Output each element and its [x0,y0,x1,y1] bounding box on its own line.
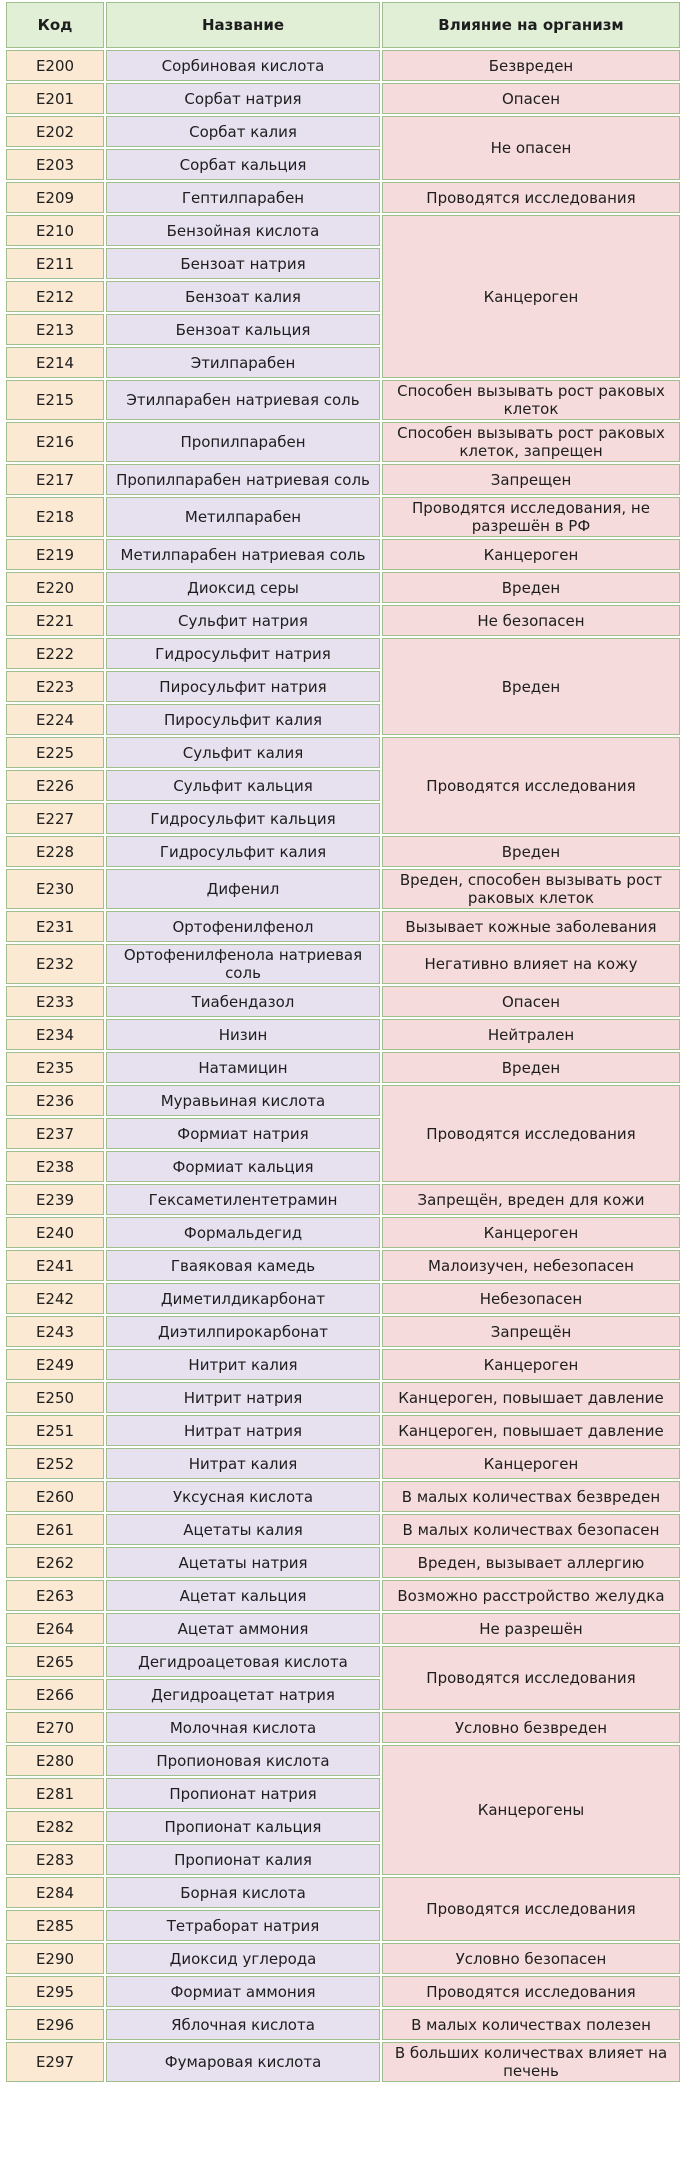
additive-code: E260 [6,1481,104,1512]
additive-effect: Проводятся исследования [382,1976,680,2007]
additive-effect: Негативно влияет на кожу [382,944,680,984]
table-row [6,1382,680,1413]
additive-effect: Вреден [382,572,680,603]
additive-code: E251 [6,1415,104,1446]
additive-code: E235 [6,1052,104,1083]
additive-name: Сульфит натрия [106,605,380,636]
table-row [6,1613,680,1644]
table-row [6,1547,680,1578]
table-row [6,1283,680,1314]
additive-code: E223 [6,671,104,702]
additive-code: E209 [6,182,104,213]
additive-effect: Канцероген [382,1448,680,1479]
additive-effect: Проводятся исследования, не разрешён в РФ [382,497,680,537]
additive-code: E270 [6,1712,104,1743]
additive-name: Пиросульфит калия [106,704,380,735]
table-row [6,1976,680,2007]
additive-code: E284 [6,1877,104,1908]
additive-name: Пропионат натрия [106,1778,380,1809]
additive-name: Формиат аммония [106,1976,380,2007]
additive-name: Формиат натрия [106,1118,380,1149]
additive-code: E280 [6,1745,104,1776]
additive-effect: Проводятся исследования [382,1877,680,1941]
additive-code: E225 [6,737,104,768]
additive-code: E200 [6,50,104,81]
additive-name: Гваяковая камедь [106,1250,380,1281]
additive-effect: Способен вызывать рост раковых клеток [382,380,680,420]
additive-name: Ортофенилфенола натриевая соль [106,944,380,984]
additive-effect: Нейтрален [382,1019,680,1050]
table-row [6,2042,680,2082]
additive-effect: Вреден [382,638,680,735]
table-row [6,464,680,495]
table-row [6,1184,680,1215]
additive-effect: Проводятся исследования [382,1085,680,1182]
additive-name: Сорбат натрия [106,83,380,114]
additive-name: Дифенил [106,869,380,909]
additive-code: E228 [6,836,104,867]
table-row [6,572,680,603]
additive-code: E201 [6,83,104,114]
additive-effect: Канцероген [382,215,680,378]
additive-name: Гидросульфит натрия [106,638,380,669]
additives-table [4,0,680,2084]
additive-effect: Запрещён [382,1316,680,1347]
table-row [6,497,680,537]
table-row [6,1316,680,1347]
additive-name: Пропилпарабен [106,422,380,462]
additive-name: Гептилпарабен [106,182,380,213]
additive-effect: Условно безопасен [382,1943,680,1974]
additive-code: E242 [6,1283,104,1314]
additive-code: E216 [6,422,104,462]
additive-code: E238 [6,1151,104,1182]
header-name: Название [106,2,380,48]
additive-name: Гексаметилентетрамин [106,1184,380,1215]
table-header-row [6,2,680,48]
additive-name: Тиабендазол [106,986,380,1017]
additive-code: E221 [6,605,104,636]
additive-effect: Возможно расстройство желудка [382,1580,680,1611]
additive-effect: Канцероген [382,539,680,570]
additive-name: Гидросульфит кальция [106,803,380,834]
additive-name: Сорбиновая кислота [106,50,380,81]
additive-name: Нитрит калия [106,1349,380,1380]
additive-name: Нитрит натрия [106,1382,380,1413]
additive-code: E212 [6,281,104,312]
additive-effect: Вызывает кожные заболевания [382,911,680,942]
table-row [6,869,680,909]
additive-name: Ацетаты натрия [106,1547,380,1578]
additive-effect: В малых количествах безвреден [382,1481,680,1512]
additive-code: E202 [6,116,104,147]
additive-name: Муравьиная кислота [106,1085,380,1116]
additive-code: E237 [6,1118,104,1149]
additive-name: Борная кислота [106,1877,380,1908]
table-row [6,1217,680,1248]
table-row [6,50,680,81]
additive-code: E283 [6,1844,104,1875]
additive-effect: Способен вызывать рост раковых клеток, запрещен [382,422,680,462]
additive-code: E203 [6,149,104,180]
additive-name: Этилпарабен [106,347,380,378]
additive-effect: Вреден [382,836,680,867]
additive-code: E285 [6,1910,104,1941]
additive-name: Пиросульфит натрия [106,671,380,702]
additive-name: Нитрат натрия [106,1415,380,1446]
additive-code: E297 [6,2042,104,2082]
table-row [6,944,680,984]
additive-name: Яблочная кислота [106,2009,380,2040]
additive-code: E295 [6,1976,104,2007]
table-body [6,50,680,2082]
additive-code: E265 [6,1646,104,1677]
table-row [6,1646,680,1677]
table-row [6,836,680,867]
table-row [6,215,680,246]
additive-effect: Проводятся исследования [382,182,680,213]
additive-name: Этилпарабен натриевая соль [106,380,380,420]
table-row [6,638,680,669]
additive-code: E227 [6,803,104,834]
table-row [6,182,680,213]
additive-code: E264 [6,1613,104,1644]
additive-name: Метилпарабен натриевая соль [106,539,380,570]
table-row [6,1085,680,1116]
table-row [6,605,680,636]
additive-effect: Канцероген [382,1217,680,1248]
additive-name: Пропионовая кислота [106,1745,380,1776]
additive-effect: Проводятся исследования [382,737,680,834]
table-row [6,1943,680,1974]
table-row [6,986,680,1017]
additive-effect: Условно безвреден [382,1712,680,1743]
additive-effect: Канцерогены [382,1745,680,1875]
additive-code: E215 [6,380,104,420]
additive-code: E239 [6,1184,104,1215]
header-code: Код [6,2,104,48]
additive-code: E240 [6,1217,104,1248]
table-row [6,116,680,147]
additive-code: E249 [6,1349,104,1380]
additive-effect: Малоизучен, небезопасен [382,1250,680,1281]
additive-code: E252 [6,1448,104,1479]
table-row [6,1250,680,1281]
table-row [6,1877,680,1908]
additive-effect: Безвреден [382,50,680,81]
additive-code: E234 [6,1019,104,1050]
table-row [6,2009,680,2040]
table-row [6,1052,680,1083]
additive-name: Ацетаты калия [106,1514,380,1545]
additive-name: Бензоат калия [106,281,380,312]
additive-code: E232 [6,944,104,984]
additive-name: Ацетат кальция [106,1580,380,1611]
additive-name: Диоксид углерода [106,1943,380,1974]
table-row [6,380,680,420]
header-effect: Влияние на организм [382,2,680,48]
additive-name: Диоксид серы [106,572,380,603]
additive-name: Фумаровая кислота [106,2042,380,2082]
additive-name: Метилпарабен [106,497,380,537]
additive-name: Диэтилпирокарбонат [106,1316,380,1347]
additive-code: E290 [6,1943,104,1974]
table-row [6,83,680,114]
additive-name: Пропионат кальция [106,1811,380,1842]
additive-code: E266 [6,1679,104,1710]
additive-code: E214 [6,347,104,378]
additive-code: E281 [6,1778,104,1809]
table-row [6,911,680,942]
additive-effect: Запрещён, вреден для кожи [382,1184,680,1215]
additive-code: E263 [6,1580,104,1611]
additive-effect: Вреден, вызывает аллергию [382,1547,680,1578]
additive-name: Дегидроацетовая кислота [106,1646,380,1677]
additive-name: Сорбат калия [106,116,380,147]
additive-code: E218 [6,497,104,537]
additive-name: Бензоат натрия [106,248,380,279]
additive-code: E261 [6,1514,104,1545]
additive-effect: Не безопасен [382,605,680,636]
additive-effect: В малых количествах безопасен [382,1514,680,1545]
additive-code: E210 [6,215,104,246]
additive-code: E241 [6,1250,104,1281]
table-row [6,1448,680,1479]
additive-code: E282 [6,1811,104,1842]
table-row [6,1415,680,1446]
additive-name: Бензойная кислота [106,215,380,246]
table-row [6,1349,680,1380]
additive-code: E219 [6,539,104,570]
table-row [6,1712,680,1743]
additive-code: E231 [6,911,104,942]
additive-effect: Запрещен [382,464,680,495]
additive-effect: Вреден [382,1052,680,1083]
additive-code: E243 [6,1316,104,1347]
additive-name: Натамицин [106,1052,380,1083]
table-row [6,1580,680,1611]
additive-code: E211 [6,248,104,279]
table-row [6,737,680,768]
additive-name: Дегидроацетат натрия [106,1679,380,1710]
additive-code: E217 [6,464,104,495]
table-row [6,1481,680,1512]
additive-code: E220 [6,572,104,603]
additive-effect: Опасен [382,83,680,114]
additive-code: E222 [6,638,104,669]
table-row [6,1019,680,1050]
additive-effect: Канцероген, повышает давление [382,1415,680,1446]
additive-code: E262 [6,1547,104,1578]
additive-name: Сульфит калия [106,737,380,768]
additive-name: Бензоат кальция [106,314,380,345]
additive-effect: Канцероген, повышает давление [382,1382,680,1413]
additive-name: Тетраборат натрия [106,1910,380,1941]
additive-effect: Не разрешён [382,1613,680,1644]
additive-name: Молочная кислота [106,1712,380,1743]
additive-code: E233 [6,986,104,1017]
additive-name: Гидросульфит калия [106,836,380,867]
additive-name: Диметилдикарбонат [106,1283,380,1314]
additive-name: Сульфит кальция [106,770,380,801]
additive-effect: Канцероген [382,1349,680,1380]
additive-code: E236 [6,1085,104,1116]
table-row [6,539,680,570]
additive-code: E213 [6,314,104,345]
additive-effect: В больших количествах влияет на печень [382,2042,680,2082]
additive-effect: Опасен [382,986,680,1017]
additive-code: E226 [6,770,104,801]
table-row [6,422,680,462]
additive-name: Формиат кальция [106,1151,380,1182]
additive-effect: Проводятся исследования [382,1646,680,1710]
additive-name: Ортофенилфенол [106,911,380,942]
additive-name: Низин [106,1019,380,1050]
additive-code: E250 [6,1382,104,1413]
additive-name: Пропионат калия [106,1844,380,1875]
table-row [6,1745,680,1776]
additive-effect: В малых количествах полезен [382,2009,680,2040]
additive-code: E224 [6,704,104,735]
additive-name: Пропилпарабен натриевая соль [106,464,380,495]
additive-code: E296 [6,2009,104,2040]
additive-code: E230 [6,869,104,909]
additive-effect: Не опасен [382,116,680,180]
additive-name: Сорбат кальция [106,149,380,180]
additive-name: Формальдегид [106,1217,380,1248]
additive-name: Нитрат калия [106,1448,380,1479]
additive-name: Ацетат аммония [106,1613,380,1644]
additive-effect: Небезопасен [382,1283,680,1314]
table-row [6,1514,680,1545]
additive-name: Уксусная кислота [106,1481,380,1512]
additive-effect: Вреден, способен вызывать рост раковых клеток [382,869,680,909]
